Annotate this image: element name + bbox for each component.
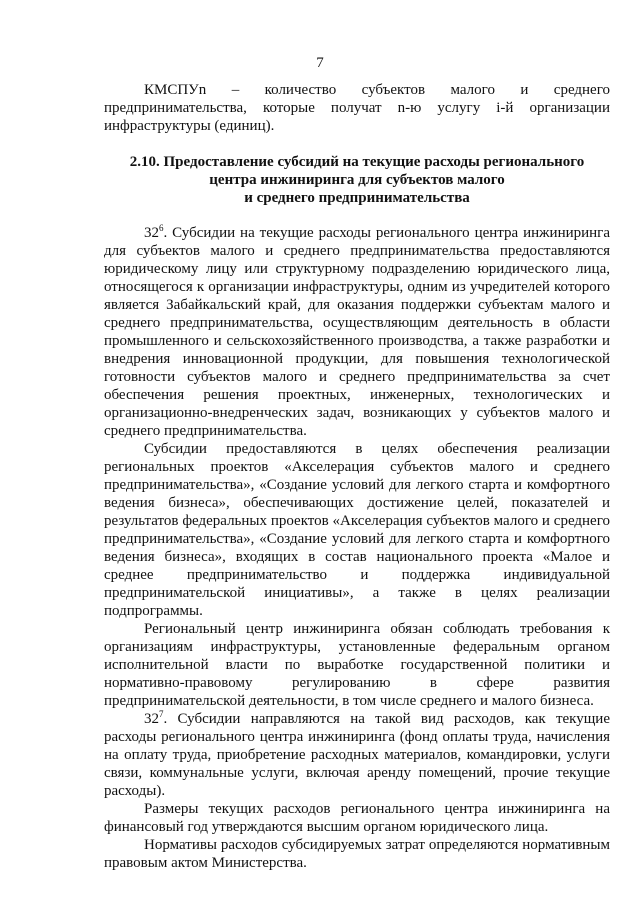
section-body xyxy=(104,224,610,872)
paragraph-number: 32 xyxy=(144,711,159,727)
paragraph-expense-amounts xyxy=(104,800,610,836)
paragraph-text: Размеры текущих расходов регионального центра инжиниринга на финансовый год утверждаются высшим органом юридического лица. xyxy=(104,801,610,835)
top-paragraph-block xyxy=(104,81,610,135)
paragraph-center-requirements xyxy=(104,620,610,710)
section-heading xyxy=(104,153,610,207)
paragraph-32-6 xyxy=(104,224,610,440)
paragraph-text: Субсидии предоставляются в целях обеспечения реализации региональных проектов «Акселерация субъектов малого и среднего предпринимательства», «Создание условий для легкого старта и комфортного ведения бизнеса», обеспечивающих достижение целей, показателей и результатов федеральных проектов «Акселерация субъектов малого и среднего предпринимательства», «Создание условий для легкого старта и комфортного ведения бизнеса», входящих в состав национального проекта «Малое и среднее предпринимательство и поддержка индивидуальной предпринимательской инициативы», а также в целях реализации подпрограммы. xyxy=(104,441,610,619)
paragraph-32-7 xyxy=(104,710,610,800)
paragraph-superscript: 6 xyxy=(159,223,164,233)
paragraph-text: Нормативы расходов субсидируемых затрат определяются нормативным правовым актом Министерства. xyxy=(104,837,610,871)
section-heading-line-1: 2.10. Предоставление субсидий на текущие расходы регионального xyxy=(129,154,585,170)
paragraph-subsidy-goals xyxy=(104,440,610,620)
section-heading-line-3: и среднего предпринимательства xyxy=(244,190,470,206)
paragraph-number: 32 xyxy=(144,225,159,241)
paragraph-text: . Субсидии на текущие расходы регионального центра инжиниринга для субъектов малого и среднего предпринимательства предоставляются юридическому лицу или структурному подразделению юридического лица, относящегося к организации инфраструктуры, одним из учредителей которого является Забайкальский край, для оказания поддержки субъектам малого и среднего предпринимательства, осуществляющим деятельность в области промышленного и сельскохозяйственного производства, а также разработки и внедрения инновационной продукции, для повышения технологической готовности субъектов малого и среднего предпринимательства за счет обеспечения решения проектных, инженерных, технологических и организационно-внедренческих задач, возникающих у субъектов малого и среднего предпринимательства. xyxy=(104,225,610,439)
paragraph-expense-norms xyxy=(104,836,610,872)
formula-definition-paragraph: КМСПУn – количество субъектов малого и среднего предпринимательства, которые получат n-ю услугу i-й организации инфраструктуры (единиц). xyxy=(104,82,610,134)
paragraph-superscript: 7 xyxy=(159,709,164,719)
section-heading-line-2: центра инжиниринга для субъектов малого xyxy=(209,172,505,188)
paragraph-text: Региональный центр инжиниринга обязан соблюдать требования к организациям инфраструктуры, установленные федеральным органом исполнительной власти по выработке государственной политики и нормативно-правовому регулированию в сфере развития предпринимательской деятельности, в том числе среднего и малого бизнеса. xyxy=(104,621,610,709)
page-number: 7 xyxy=(316,55,324,71)
paragraph-text: . Субсидии направляются на такой вид расходов, как текущие расходы регионального центра инжиниринга (фонд оплаты труда, начисления на оплату труда, приобретение расходных материалов, командировки, услуги связи, коммунальные услуги, включая аренду помещений, прочие текущие расходы). xyxy=(104,711,610,799)
